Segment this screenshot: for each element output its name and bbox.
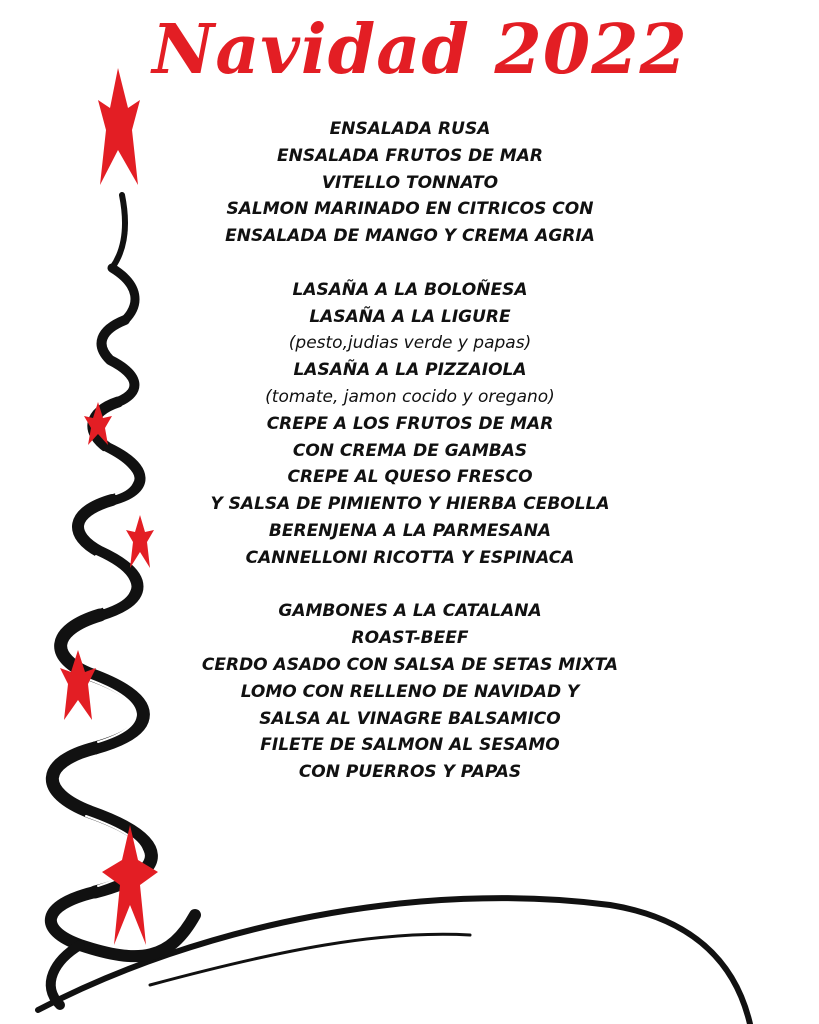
menu-item: BERENJENA A LA PARMESANA: [268, 520, 552, 541]
menu-item: CERDO ASADO CON SALSA DE SETAS MIXTA: [201, 654, 619, 675]
page-title: Navidad 2022: [152, 10, 688, 90]
menu-item: ROAST-BEEF: [351, 628, 469, 649]
menu-item: CANNELLONI RICOTTA Y ESPINACA: [245, 547, 575, 568]
menu-list: [160, 116, 660, 813]
menu-item: LASAÑA A LA PIZZAIOLA: [293, 360, 527, 381]
menu-item: VITELLO TONNATO: [321, 172, 499, 193]
menu-item-description: (pesto,judias verde y papas): [288, 333, 532, 354]
menu-section-mains: [160, 598, 660, 786]
menu-section-pasta: [160, 277, 660, 572]
star-small-2: [126, 515, 154, 568]
menu-item: SALSA AL VINAGRE BALSAMICO: [259, 708, 561, 729]
menu-item: FILETE DE SALMON AL SESAMO: [260, 735, 560, 756]
menu-item: ENSALADA DE MANGO Y CREMA AGRIA: [225, 226, 595, 247]
menu-item: LASAÑA A LA LIGURE: [309, 306, 511, 327]
menu-item: SALMON MARINADO EN CITRICOS CON: [226, 199, 594, 220]
menu-item: CON CREMA DE GAMBAS: [292, 440, 528, 461]
menu-item: CON PUERROS Y PAPAS: [298, 762, 522, 783]
menu-item: LASAÑA A LA BOLOÑESA: [292, 279, 528, 300]
menu-section-starters: [160, 116, 660, 250]
menu-item: ENSALADA RUSA: [329, 119, 491, 139]
menu-item-description: (tomate, jamon cocido y oregano): [265, 386, 555, 407]
menu-item: GAMBONES A LA CATALANA: [278, 601, 542, 622]
star-top: [98, 68, 140, 185]
menu-item: CREPE A LOS FRUTOS DE MAR: [266, 413, 554, 434]
menu-item: LOMO CON RELLENO DE NAVIDAD Y: [240, 681, 580, 702]
menu-item: ENSALADA FRUTOS DE MAR: [277, 145, 543, 166]
menu-item: Y SALSA DE PIMIENTO Y HIERBA CEBOLLA: [210, 494, 610, 515]
menu-item: CREPE AL QUESO FRESCO: [287, 467, 533, 488]
